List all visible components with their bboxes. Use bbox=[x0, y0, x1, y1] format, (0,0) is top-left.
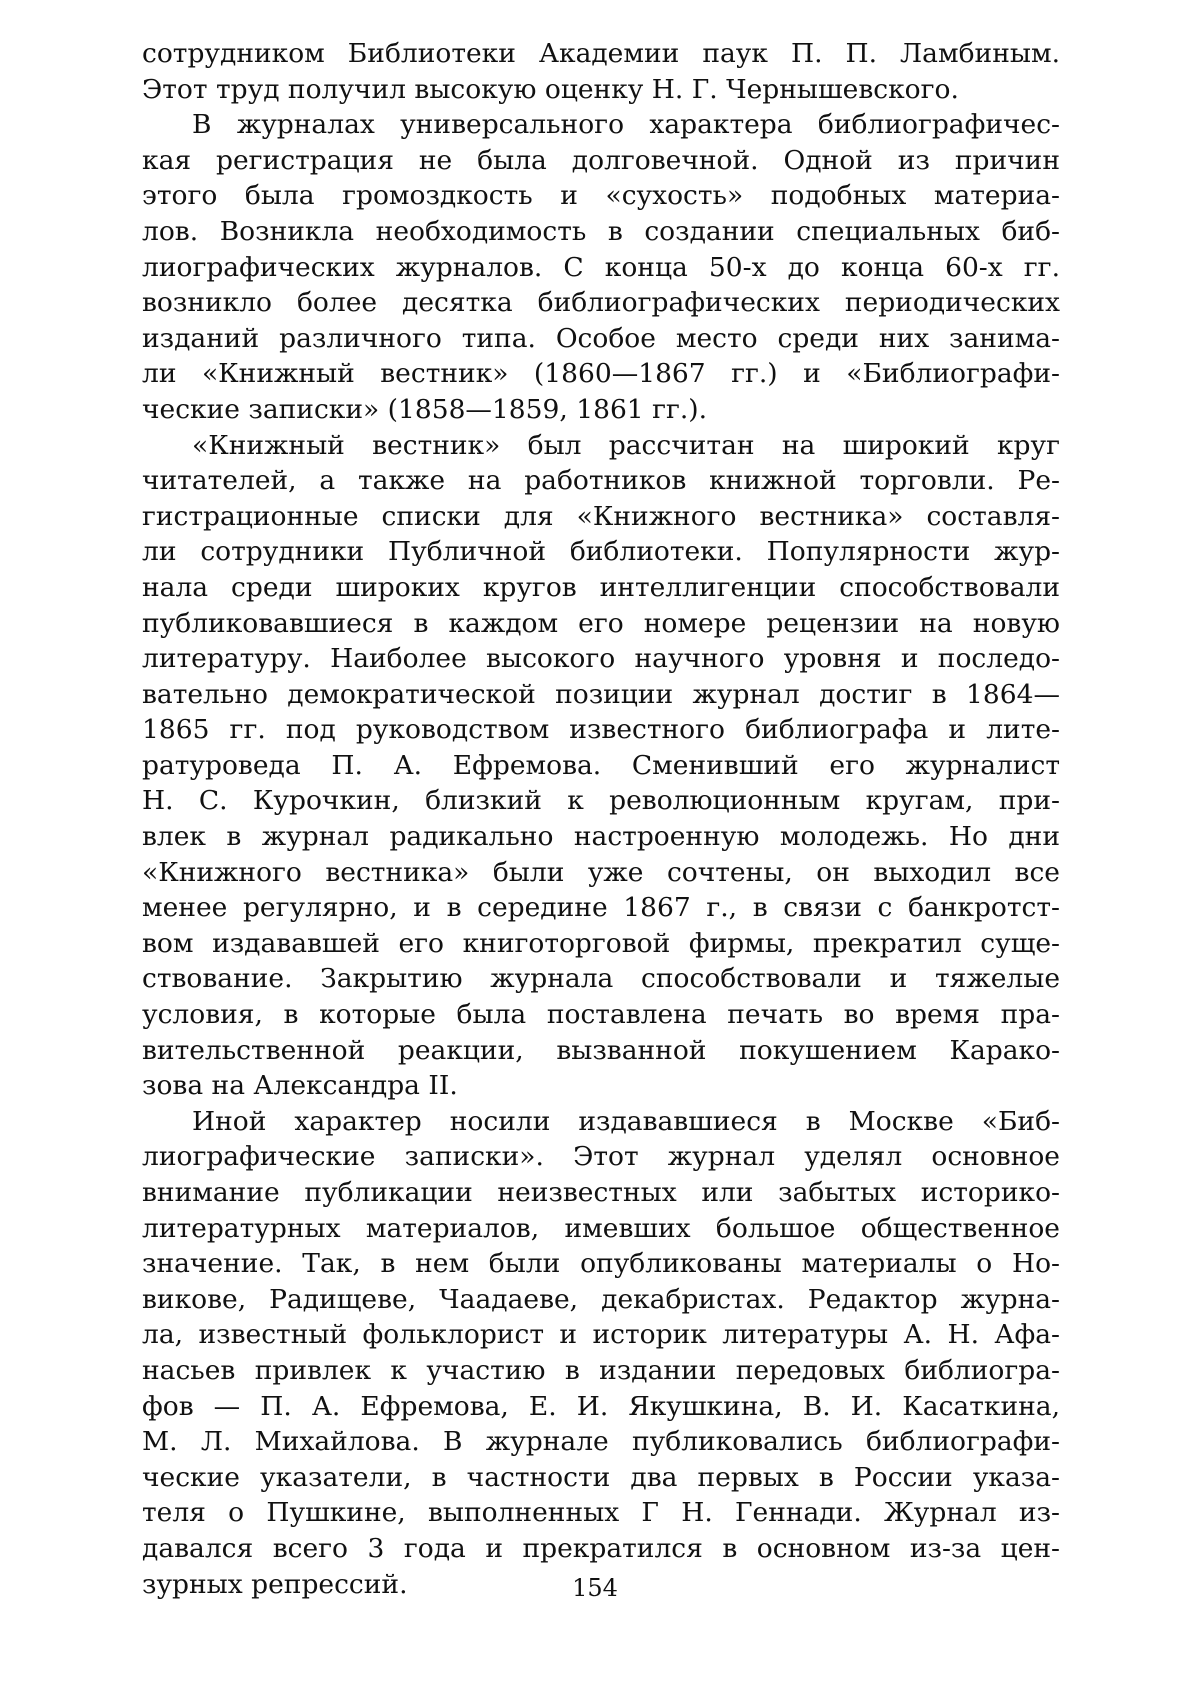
text-line: условия, в которые была поставлена печать во время пра- bbox=[142, 999, 1060, 1031]
text-line: насьев привлек к участию в издании передовых библиогра- bbox=[142, 1354, 1060, 1386]
text-line: «Книжный вестник» был рассчитан на широкий круг bbox=[192, 429, 1060, 461]
text-line: зурных репрессий. bbox=[142, 1568, 408, 1600]
text-line: влек в журнал радикально настроенную молодежь. Но дни bbox=[142, 821, 1060, 853]
text-line: вательно демократической позиции журнал достиг в 1864— bbox=[142, 678, 1060, 710]
text-line: нала среди широких кругов интеллигенции способствовали bbox=[142, 571, 1060, 603]
text-line: Иной характер носили издававшиеся в Москве «Биб- bbox=[192, 1105, 1060, 1137]
paragraph-4 bbox=[142, 1104, 1060, 1602]
text-line: ческие указатели, в частности два первых в России указа- bbox=[142, 1461, 1060, 1493]
text-line: зова на Александра II. bbox=[142, 1070, 458, 1102]
text-line: изданий различного типа. Особое место среди них занима- bbox=[142, 322, 1060, 354]
text-line: литературу. Наиболее высокого научного уровня и последо- bbox=[142, 643, 1060, 675]
paragraph-3 bbox=[142, 428, 1060, 1104]
text-line: сотрудником Библиотеки Академии паук П. П. Ламбиным. bbox=[142, 38, 1060, 69]
text-line: гистрационные списки для «Книжного вестника» составля- bbox=[142, 500, 1060, 532]
text-line: ческие записки» (1858—1859, 1861 гг.). bbox=[142, 393, 708, 425]
text-line: вом издававшей его книготорговой фирмы, прекратил суще- bbox=[142, 927, 1060, 959]
text-line: внимание публикации неизвестных или забытых историко- bbox=[142, 1177, 1060, 1208]
text-line: фов — П. А. Ефремова, Е. И. Якушкина, В. И. Касаткина, bbox=[142, 1390, 1060, 1422]
text-line: этого была громоздкость и «сухость» подобных материа- bbox=[142, 180, 1060, 212]
text-line: ствование. Закрытию журнала способствовали и тяжелые bbox=[142, 963, 1060, 995]
text-line: лиографические записки». Этот журнал уделял основное bbox=[142, 1141, 1060, 1173]
text-line: публиковавшиеся в каждом его номере рецензии на новую bbox=[142, 607, 1060, 639]
text-line: лов. Возникла необходимость в создании специальных биб- bbox=[142, 215, 1060, 247]
text-line: викове, Радищеве, Чаадаеве, декабристах. Редактор журна- bbox=[142, 1283, 1060, 1315]
text-line: лиографических журналов. С конца 50-х до конца 60-х гг. bbox=[142, 251, 1060, 283]
page-number: 154 bbox=[572, 1574, 618, 1602]
text-line: кая регистрация не была долговечной. Одной из причин bbox=[142, 144, 1060, 176]
paragraph-2 bbox=[142, 107, 1060, 427]
page-body bbox=[142, 36, 1060, 1602]
text-line: ратуроведа П. А. Ефремова. Сменивший его журналист bbox=[142, 749, 1060, 781]
text-line: Этот труд получил высокую оценку Н. Г. Чернышевского. bbox=[142, 73, 959, 105]
text-line: ла, известный фольклорист и историк литературы А. Н. Афа- bbox=[142, 1319, 1060, 1351]
text-line: В журналах универсального характера библиографичес- bbox=[192, 109, 1060, 141]
text-line: менее регулярно, и в середине 1867 г., в связи с банкротст- bbox=[142, 892, 1060, 924]
text-line: 1865 гг. под руководством известного библиографа и лите- bbox=[142, 714, 1060, 746]
text-line: читателей, а также на работников книжной торговли. Ре- bbox=[142, 465, 1060, 497]
text-line: значение. Так, в нем были опубликованы материалы о Но- bbox=[142, 1248, 1060, 1280]
text-line: теля о Пушкине, выполненных Г Н. Геннади. Журнал из- bbox=[142, 1497, 1060, 1529]
text-line: ли сотрудники Публичной библиотеки. Популярности жур- bbox=[142, 536, 1060, 568]
text-line: возникло более десятка библиографических периодических bbox=[142, 287, 1060, 319]
text-line: вительственной реакции, вызванной покушением Каракo- bbox=[142, 1034, 1060, 1066]
paragraph-1 bbox=[142, 36, 1060, 107]
text-line: Н. С. Курочкин, близкий к революционным кругам, при- bbox=[142, 785, 1060, 817]
text-line: ли «Книжный вестник» (1860—1867 гг.) и «Библиографи- bbox=[142, 358, 1060, 390]
text-line: «Книжного вестника» были уже сочтены, он выходил все bbox=[142, 856, 1060, 888]
text-line: давался всего 3 года и прекратился в основном из-за цен- bbox=[142, 1532, 1060, 1564]
text-line: М. Л. Михайлова. В журнале публиковались библиографи- bbox=[142, 1426, 1060, 1458]
text-line: литературных материалов, имевших большое общественное bbox=[142, 1212, 1060, 1244]
